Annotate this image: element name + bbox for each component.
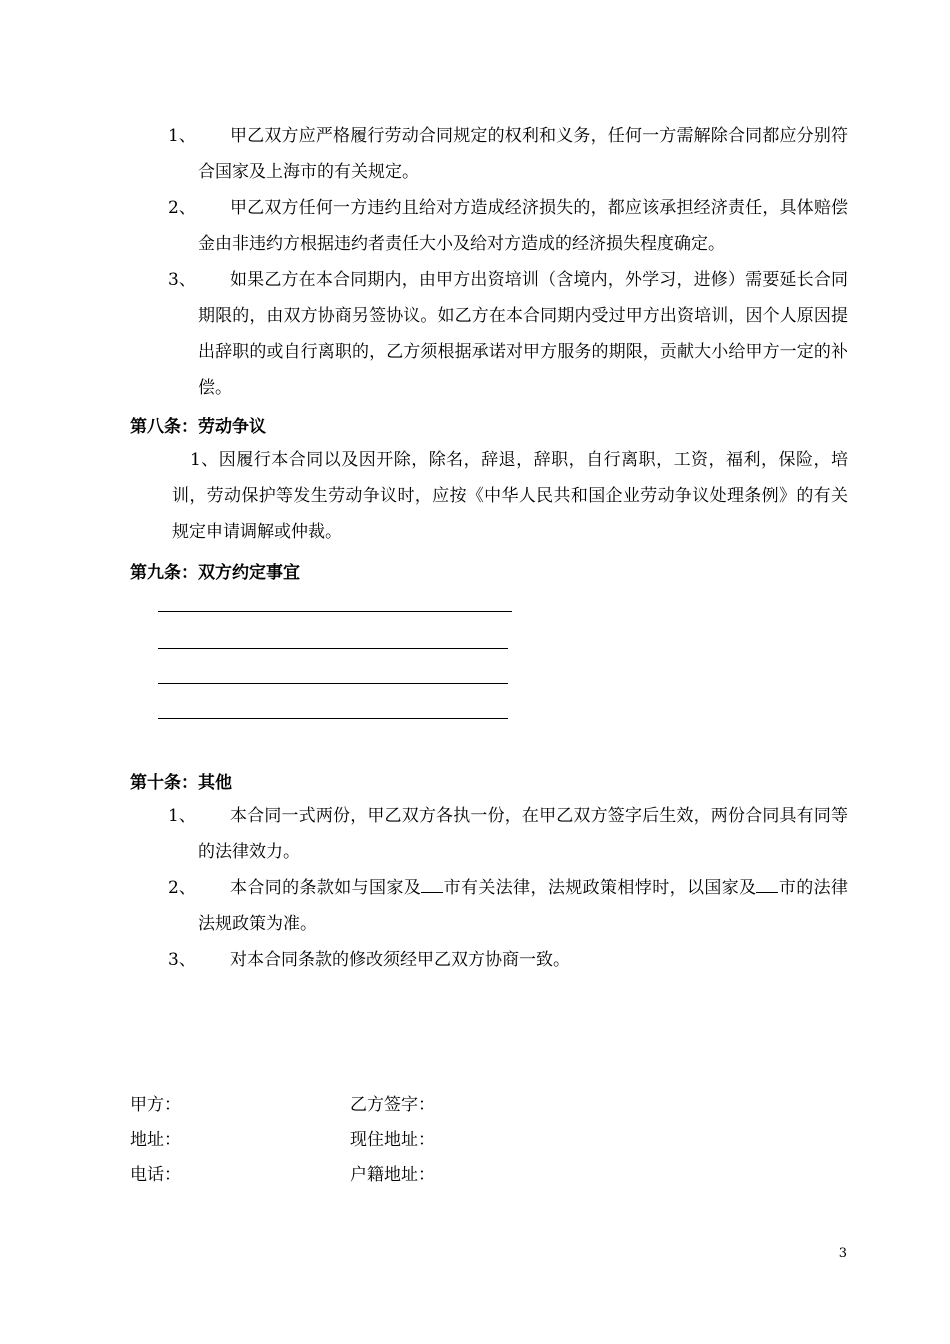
list-item bbox=[168, 942, 848, 978]
list-item bbox=[168, 262, 848, 406]
list-item bbox=[168, 118, 848, 190]
address-label: 地址： bbox=[130, 1130, 181, 1150]
blank-fill-line bbox=[158, 718, 508, 719]
item-text-part: 市有关法律，法规政策相悖时，以国家及 bbox=[443, 878, 757, 898]
section-heading-9: 第九条：双方约定事宜 bbox=[130, 563, 300, 583]
section-8-text: 1、因履行本合同以及因开除，除名，辞退，辞职，自行离职，工资，福利，保险，培训，劳动保护等发生劳动争议时，应按《中华人民共和国企业劳动争议处理条例》的有关规定申请调解或仲裁。 bbox=[172, 450, 848, 542]
page-number: 3 bbox=[838, 1246, 847, 1261]
party-b-sign-label: 乙方签字： bbox=[350, 1095, 435, 1115]
current-address-label: 现住地址： bbox=[350, 1130, 435, 1150]
phone-label: 电话： bbox=[130, 1165, 181, 1185]
item-text: 本合同一式两份，甲乙双方各执一份，在甲乙双方签字后生效，两份合同具有同等的法律效力。 bbox=[198, 806, 848, 862]
item-text: 甲乙双方应严格履行劳动合同规定的权利和义务，任何一方需解除合同都应分别符合国家及上海市的有关规定。 bbox=[198, 126, 848, 182]
item-text-part: 本合同的条款如与国家及 bbox=[230, 878, 422, 898]
item-text: 如果乙方在本合同期内，由甲方出资培训（含境内，外学习，进修）需要延长合同期限的，由双方协商另签协议。如乙方在本合同期内受过甲方出资培训，因个人原因提出辞职的或自行离职的，乙方须根据承诺对甲方服务的期限，贡献大小给甲方一定的补偿。 bbox=[198, 270, 848, 398]
blank-underline bbox=[421, 878, 443, 893]
item-text: 对本合同条款的修改须经甲乙双方协商一致。 bbox=[230, 950, 570, 970]
item-number: 2、 bbox=[168, 198, 196, 218]
blank-fill-line bbox=[158, 611, 512, 612]
item-number: 1、 bbox=[168, 126, 196, 146]
list-item bbox=[168, 870, 848, 942]
item-text: 甲乙双方任何一方违约且给对方造成经济损失的，都应该承担经济责任，具体赔偿金由非违约方根据违约者责任大小及给对方造成的经济损失程度确定。 bbox=[198, 198, 848, 254]
item-text-part: 市的法律法规政策为准。 bbox=[198, 878, 849, 934]
party-a-label: 甲方： bbox=[130, 1095, 181, 1115]
item-number: 2、 bbox=[168, 878, 196, 898]
item-number: 3、 bbox=[168, 950, 196, 970]
item-number: 3、 bbox=[168, 270, 196, 290]
blank-fill-line bbox=[158, 648, 508, 649]
section-8-paragraph bbox=[172, 442, 848, 550]
section-heading-8: 第八条：劳动争议 bbox=[130, 417, 266, 437]
registered-address-label: 户籍地址： bbox=[350, 1165, 435, 1185]
list-item bbox=[168, 798, 848, 870]
item-text bbox=[198, 870, 848, 942]
blank-fill-line bbox=[158, 683, 508, 684]
list-item bbox=[168, 190, 848, 262]
blank-underline bbox=[756, 878, 778, 893]
item-number: 1、 bbox=[168, 806, 196, 826]
section-heading-10: 第十条：其他 bbox=[130, 773, 232, 793]
